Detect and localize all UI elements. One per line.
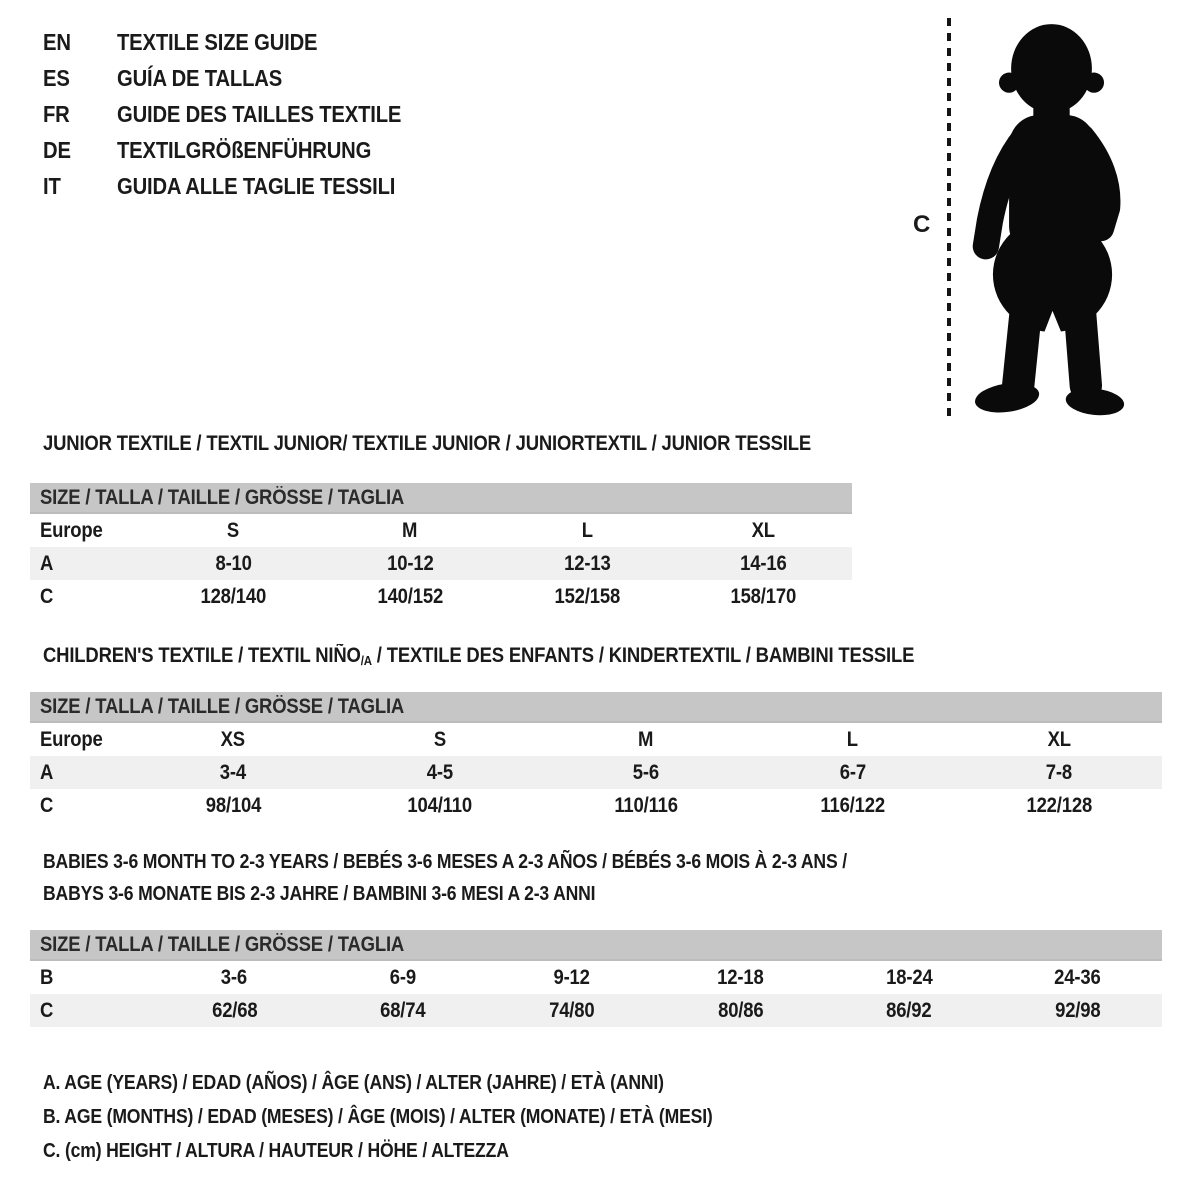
footnote-a-text: A. AGE (YEARS) / EDAD (AÑOS) / ÂGE (ANS) / ALTER (JAHRE) / ETÀ (ANNI) [43, 1072, 664, 1094]
size-cell [319, 966, 488, 990]
size-cell [322, 519, 499, 543]
size-cell-text: 3-4 [220, 760, 247, 784]
babies-title-line1-text: BABIES 3-6 MONTH TO 2-3 YEARS / BEBÉS 3-6 MESES A 2-3 AÑOS / BÉBÉS 3-6 MOIS À 2-3 ANS / [43, 851, 847, 873]
row-label [30, 585, 145, 609]
size-cell-text: 80/86 [717, 998, 764, 1022]
size-cell [749, 794, 955, 818]
size-cell-text: 68/74 [380, 998, 426, 1022]
size-cell [499, 519, 676, 543]
babies-section-title [43, 846, 957, 910]
row-label-text: Europe [40, 727, 103, 751]
size-cell [130, 761, 336, 785]
size-cell-text: 3-6 [221, 965, 248, 989]
size-cell-text: 152/158 [554, 584, 620, 608]
row-label [30, 519, 145, 543]
row-label-text: C [40, 998, 54, 1022]
toddler-silhouette-icon [962, 16, 1140, 420]
children-title-text [43, 644, 914, 668]
footnote-c [43, 1134, 804, 1168]
size-header-bar [30, 930, 1162, 961]
row-label-text: C [40, 793, 54, 817]
size-cell-text: M [402, 518, 418, 542]
size-cell [956, 794, 1162, 818]
size-cell [487, 966, 656, 990]
row-label [30, 552, 145, 576]
size-cell [130, 728, 336, 752]
size-header-bar [30, 692, 1162, 723]
size-cell-text: 12-18 [717, 965, 764, 989]
lang-code: EN [43, 28, 71, 55]
size-cell-text: 12-13 [563, 551, 611, 575]
lang-code: FR [43, 100, 70, 127]
row-label-text: A [40, 760, 54, 784]
size-cell-text: 140/152 [377, 584, 443, 608]
lang-row-de [43, 132, 440, 168]
row-label-text: Europe [40, 518, 103, 542]
size-cell [675, 552, 852, 576]
size-header-text: SIZE / TALLA / TAILLE / GRÖSSE / TAGLIA [40, 932, 405, 956]
lang-title: TEXTILGRÖßENFÜHRUNG [117, 136, 372, 163]
footnote-b [43, 1100, 804, 1134]
size-cell-text: S [433, 727, 446, 751]
children-title-post: / TEXTILE DES ENFANTS / KINDERTEXTIL / BAMBINI TESSILE [371, 644, 915, 667]
babies-size-table [30, 930, 1162, 1027]
size-cell-text: 92/98 [1054, 998, 1101, 1022]
size-cell [150, 999, 319, 1023]
table-row-europe [30, 514, 852, 547]
footnote-c-text: C. (cm) HEIGHT / ALTURA / HAUTEUR / HÖHE / ALTEZZA [43, 1140, 509, 1162]
lang-title: GUIDE DES TAILLES TEXTILE [117, 100, 402, 127]
junior-title-text: JUNIOR TEXTILE / TEXTIL JUNIOR/ TEXTILE JUNIOR / JUNIORTEXTIL / JUNIOR TESSILE [43, 432, 812, 455]
babies-title-line2-text: BABYS 3-6 MONATE BIS 2-3 JAHRE / BAMBINI 3-6 MESI A 2-3 ANNI [43, 883, 596, 905]
lang-code: ES [43, 64, 70, 91]
size-cell [130, 794, 336, 818]
size-cell-text: 158/170 [730, 584, 797, 608]
size-cell [150, 966, 319, 990]
size-cell-text: 122/128 [1026, 793, 1092, 817]
row-label [30, 728, 130, 752]
size-cell [749, 728, 955, 752]
size-cell [825, 966, 994, 990]
lang-code: DE [43, 136, 71, 163]
lang-title: GUIDA ALLE TAGLIE TESSILI [117, 172, 396, 199]
size-cell-text: 128/140 [200, 584, 267, 608]
size-cell-text: 14-16 [740, 551, 787, 575]
size-cell-text: 116/122 [820, 793, 885, 817]
table-row-age [30, 547, 852, 580]
size-cell-text: 5-6 [632, 760, 660, 784]
size-cell-text: XL [751, 518, 776, 542]
size-cell [145, 519, 322, 543]
size-cell [499, 552, 676, 576]
size-cell [336, 728, 542, 752]
lang-title: GUÍA DE TALLAS [117, 64, 283, 91]
size-cell-text: XL [1047, 727, 1071, 751]
size-cell-text: 86/92 [886, 998, 932, 1022]
size-cell-text: 74/80 [548, 998, 595, 1022]
junior-section-title [43, 432, 916, 456]
height-measure-dashed-line [947, 18, 951, 416]
lang-code: IT [43, 172, 61, 199]
size-cell-text: 98/104 [205, 793, 261, 817]
table-row-europe [30, 723, 1162, 756]
size-cell [656, 966, 825, 990]
row-label-text: A [40, 551, 54, 575]
footnotes-block [43, 1066, 804, 1168]
measure-label-c: C [913, 211, 931, 238]
size-cell-text: 24-36 [1054, 965, 1101, 989]
footnote-b-text: B. AGE (MONTHS) / EDAD (MESES) / ÂGE (MOIS) / ALTER (MONATE) / ETÀ (MESI) [43, 1106, 713, 1128]
size-cell [543, 794, 749, 818]
children-size-table [30, 692, 1162, 822]
row-label-text: C [40, 584, 54, 608]
table-row-age-months [30, 961, 1162, 994]
size-cell-text: 4-5 [426, 760, 453, 784]
size-cell [675, 519, 852, 543]
size-cell [319, 999, 488, 1023]
size-cell [145, 552, 322, 576]
lang-row-fr [43, 96, 440, 132]
size-cell [487, 999, 656, 1023]
size-cell-text: S [227, 518, 240, 542]
table-row-age [30, 756, 1162, 789]
size-cell [956, 761, 1162, 785]
size-cell-text: 6-9 [389, 965, 417, 989]
babies-title-line1 [43, 846, 957, 878]
size-cell [145, 585, 322, 609]
junior-size-table [30, 483, 852, 613]
size-cell [675, 585, 852, 609]
size-cell-text: 8-10 [215, 551, 252, 575]
lang-title: TEXTILE SIZE GUIDE [117, 28, 318, 55]
size-cell-text: 104/110 [407, 793, 472, 817]
row-label [30, 999, 150, 1023]
language-title-block [43, 24, 440, 204]
size-cell-text: L [581, 518, 593, 542]
size-cell-text: XS [221, 727, 246, 751]
children-title-sub: /A [360, 652, 372, 668]
size-cell [322, 585, 499, 609]
size-cell-text: 7-8 [1045, 760, 1072, 784]
table-row-height [30, 994, 1162, 1027]
babies-title-line2 [43, 878, 957, 910]
row-label [30, 966, 150, 990]
size-cell [322, 552, 499, 576]
size-cell-text: M [638, 727, 654, 751]
children-title-pre: CHILDREN'S TEXTILE / TEXTIL NIÑO [43, 644, 361, 667]
size-cell [656, 999, 825, 1023]
size-cell [336, 761, 542, 785]
size-cell [543, 761, 749, 785]
size-cell [749, 761, 955, 785]
row-label-text: B [40, 965, 54, 989]
footnote-a [43, 1066, 804, 1100]
size-header-text: SIZE / TALLA / TAILLE / GRÖSSE / TAGLIA [40, 485, 405, 509]
size-cell-text: 9-12 [553, 965, 590, 989]
size-cell [499, 585, 676, 609]
size-cell [825, 999, 994, 1023]
table-row-height [30, 789, 1162, 822]
lang-row-en [43, 24, 440, 60]
row-label [30, 794, 130, 818]
size-cell [956, 728, 1162, 752]
children-section-title [43, 644, 1033, 668]
size-cell-text: 6-7 [839, 760, 866, 784]
lang-row-es [43, 60, 440, 96]
size-cell-text: 62/68 [211, 998, 258, 1022]
size-cell-text: 18-24 [885, 965, 933, 989]
size-cell [993, 999, 1162, 1023]
size-cell-text: L [846, 727, 858, 751]
table-row-height [30, 580, 852, 613]
size-cell-text: 110/116 [614, 793, 678, 817]
lang-row-it [43, 168, 440, 204]
size-cell [543, 728, 749, 752]
size-cell-text: 10-12 [386, 551, 434, 575]
size-cell [993, 966, 1162, 990]
size-header-bar [30, 483, 852, 514]
size-cell [336, 794, 542, 818]
row-label [30, 761, 130, 785]
size-header-text: SIZE / TALLA / TAILLE / GRÖSSE / TAGLIA [40, 694, 405, 718]
